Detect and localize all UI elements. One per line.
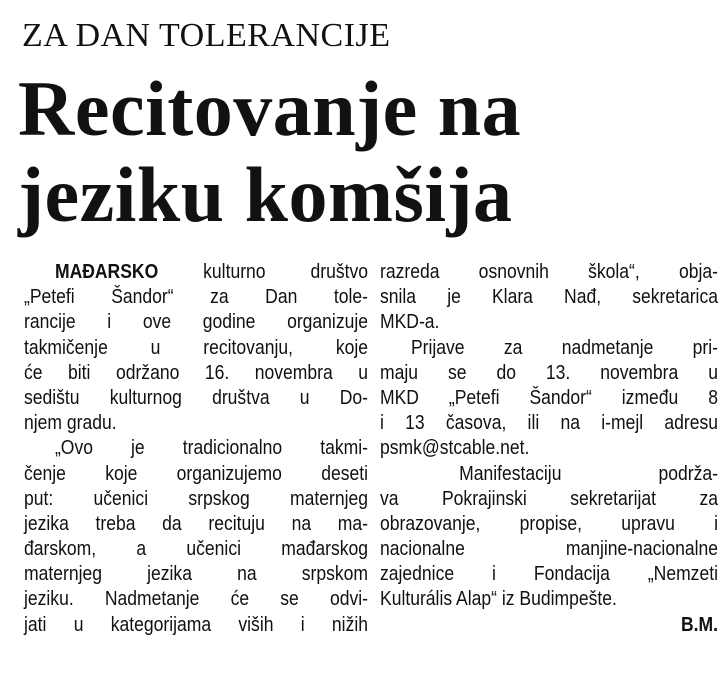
body-line: „Petefi Šandor“ za Dan tole- bbox=[24, 286, 368, 309]
body-line: jezika treba da recituju na ma- bbox=[24, 512, 368, 535]
body-text: kulturno društvo bbox=[158, 261, 368, 283]
body-line: đarskom, a učenici mađarskog bbox=[24, 538, 368, 561]
body-line: psmk@stcable.net. bbox=[380, 437, 530, 460]
article-kicker: ZA DAN TOLERANCIJE bbox=[22, 17, 391, 54]
body-line: obrazovanje, propise, upravu i bbox=[380, 512, 718, 535]
body-line: razreda osnovnih škola“, obja- bbox=[380, 261, 718, 283]
lead-in-caps: MAĐARSKO bbox=[54, 261, 159, 283]
body-line: Kulturális Alap“ iz Budimpešte. bbox=[380, 588, 617, 611]
body-line: takmičenje u recitovanju, koje bbox=[24, 336, 368, 359]
body-line: sedištu kulturnog društva u Do- bbox=[24, 386, 368, 409]
body-line: zajednice i Fondacija „Nemzeti bbox=[380, 563, 718, 586]
body-line: Prijave za nadmetanje pri- bbox=[410, 336, 718, 359]
body-line: čenje koje organizujemo deseti bbox=[24, 462, 368, 485]
body-line: će biti održano 16. novembra u bbox=[24, 361, 368, 384]
body-line: MKD-a. bbox=[380, 311, 440, 334]
body-line: maternjeg jezika na srpskom bbox=[24, 563, 368, 586]
article-column-right bbox=[380, 260, 718, 638]
body-line: MKD „Petefi Šandor“ između 8 bbox=[380, 386, 718, 409]
body-line: njem gradu. bbox=[24, 412, 117, 435]
headline-line-2: jeziku komšija bbox=[18, 151, 513, 238]
body-line: jati u kategorijama viših i nižih bbox=[24, 613, 368, 636]
body-line: Manifestaciju podrža- bbox=[459, 462, 718, 485]
headline-line-1: Recitovanje na bbox=[18, 65, 522, 152]
body-line: maju se do 13. novembra u bbox=[380, 361, 718, 384]
article-column-left bbox=[24, 260, 368, 638]
body-line: snila je Klara Nađ, sekretarica bbox=[380, 286, 718, 309]
body-line: put: učenici srpskog maternjeg bbox=[24, 487, 368, 510]
body-line: i 13 časova, ili na i-mejl adresu bbox=[380, 412, 718, 435]
body-line: „Ovo je tradicionalno takmi- bbox=[54, 437, 369, 460]
body-line: rancije i ove godine organizuje bbox=[24, 311, 368, 334]
body-line: va Pokrajinski sekretarijat za bbox=[380, 487, 718, 510]
body-line bbox=[24, 260, 368, 285]
body-line: jeziku. Nadmetanje će se odvi- bbox=[24, 588, 368, 611]
body-line: nacionalne manjine-nacionalne bbox=[380, 538, 718, 561]
article-headline bbox=[18, 66, 708, 238]
author-signature: B.M. bbox=[680, 613, 718, 636]
